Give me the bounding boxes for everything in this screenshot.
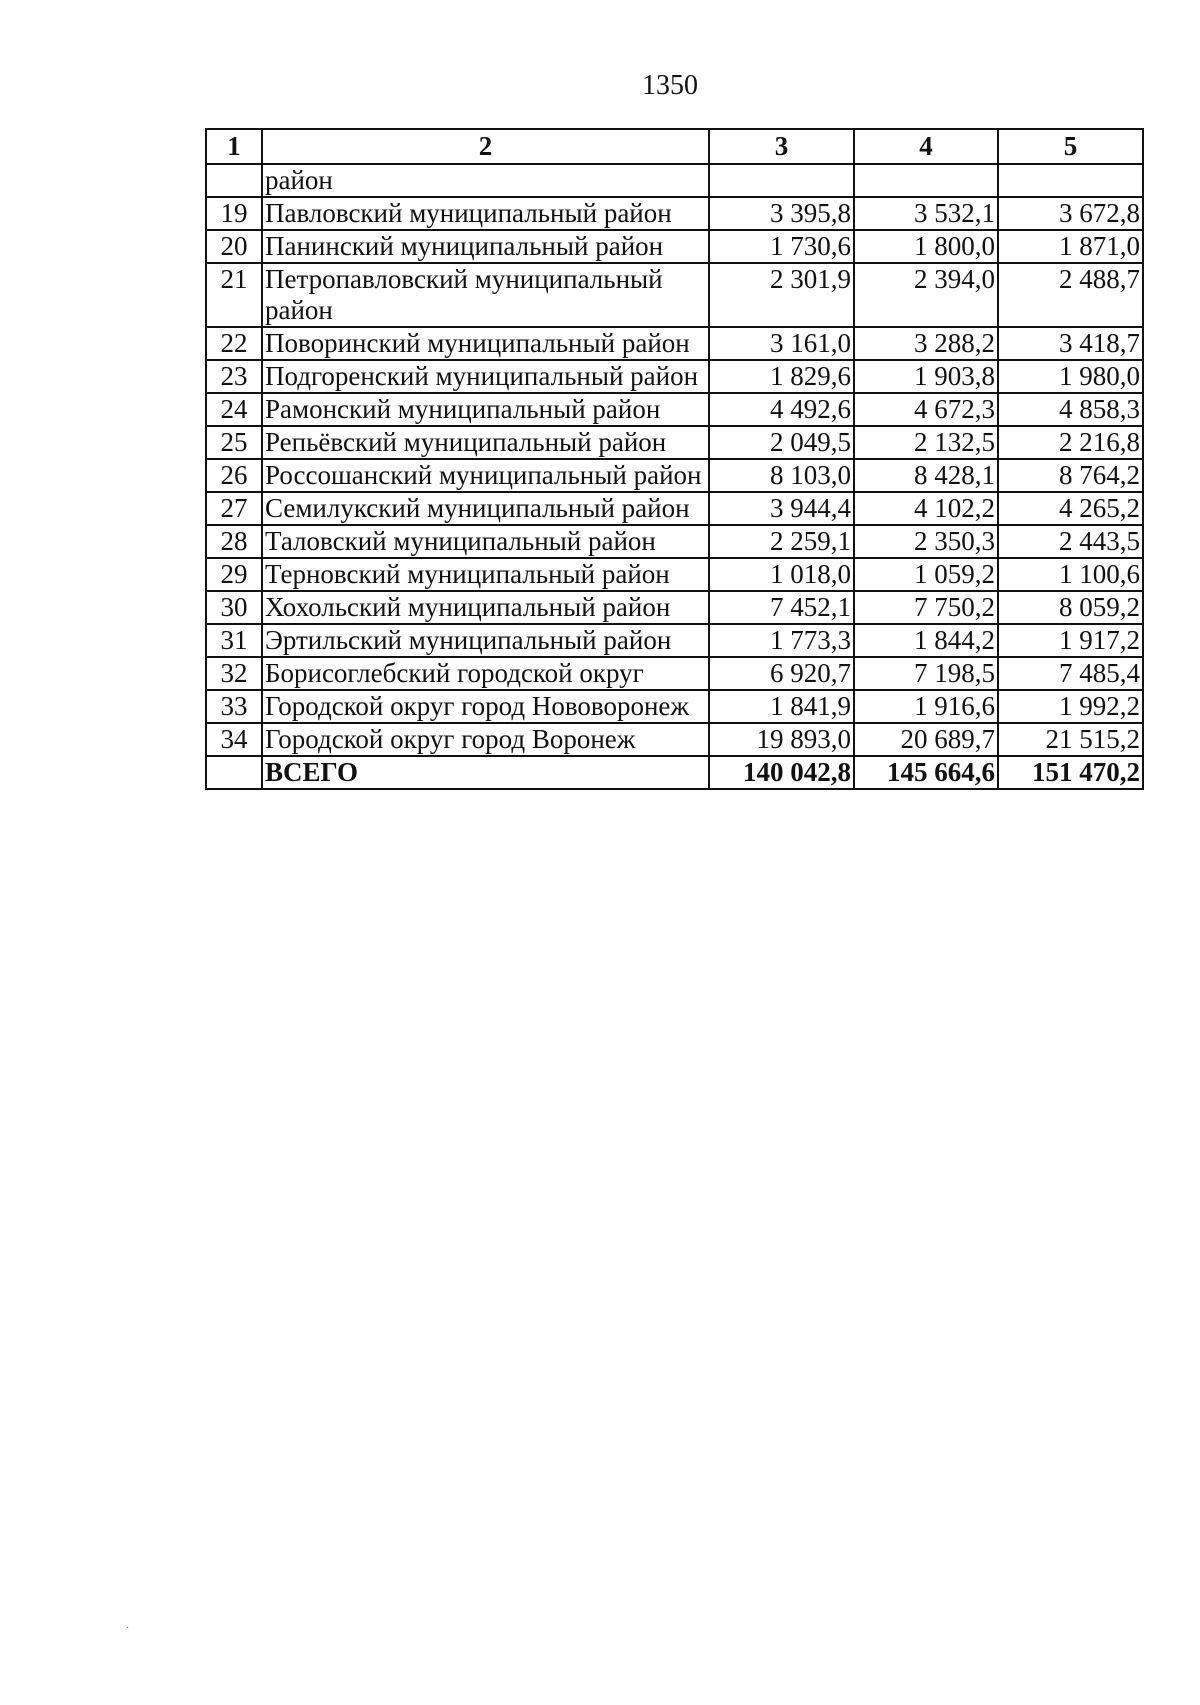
row-value-col-5: 8 059,2	[998, 591, 1143, 624]
row-name: район	[262, 164, 709, 197]
row-number: 24	[206, 393, 262, 426]
table-row	[206, 690, 1143, 723]
table-row	[206, 558, 1143, 591]
row-name: Подгоренский муниципальный район	[262, 360, 709, 393]
row-value-col-5: 2 488,7	[998, 263, 1143, 327]
total-row	[206, 756, 1143, 789]
row-value-col-5: 1 100,6	[998, 558, 1143, 591]
row-value-col-3: 1 841,9	[709, 690, 854, 723]
scan-speck-mark: ·	[126, 1623, 130, 1634]
row-number: 29	[206, 558, 262, 591]
row-value-col-5: 1 917,2	[998, 624, 1143, 657]
row-value-col-3: 1 829,6	[709, 360, 854, 393]
header-col-1: 1	[206, 129, 262, 164]
row-value-col-5: 1 980,0	[998, 360, 1143, 393]
table-row	[206, 591, 1143, 624]
row-name: Репьёвский муниципальный район	[262, 426, 709, 459]
row-name: Семилукский муниципальный район	[262, 492, 709, 525]
table-row	[206, 197, 1143, 230]
row-value-col-4: 7 750,2	[854, 591, 998, 624]
total-label: ВСЕГО	[262, 756, 709, 789]
row-value-col-4: 1 916,6	[854, 690, 998, 723]
row-name: Поворинский муниципальный район	[262, 327, 709, 360]
row-value-col-3: 3 161,0	[709, 327, 854, 360]
row-name: Городской округ город Нововоронеж	[262, 690, 709, 723]
row-value-col-3: 8 103,0	[709, 459, 854, 492]
budget-table	[205, 128, 1144, 790]
row-value-col-4	[854, 164, 998, 197]
row-number: 32	[206, 657, 262, 690]
continuation-row	[206, 164, 1143, 197]
row-name: Хохольский муниципальный район	[262, 591, 709, 624]
row-value-col-4: 8 428,1	[854, 459, 998, 492]
row-name: Рамонский муниципальный район	[262, 393, 709, 426]
row-value-col-4: 4 672,3	[854, 393, 998, 426]
row-value-col-3: 2 049,5	[709, 426, 854, 459]
row-name: Россошанский муниципальный район	[262, 459, 709, 492]
page-number: 1350	[642, 70, 698, 101]
row-value-col-4: 20 689,7	[854, 723, 998, 756]
row-value-col-4: 4 102,2	[854, 492, 998, 525]
row-value-col-5: 1 871,0	[998, 230, 1143, 263]
row-value-col-5: 7 485,4	[998, 657, 1143, 690]
row-name: Борисоглебский городской округ	[262, 657, 709, 690]
row-number: 22	[206, 327, 262, 360]
table-row	[206, 360, 1143, 393]
table-row	[206, 263, 1143, 327]
total-value-col-4: 145 664,6	[854, 756, 998, 789]
row-number: 19	[206, 197, 262, 230]
row-name: Панинский муниципальный район	[262, 230, 709, 263]
row-name: Павловский муниципальный район	[262, 197, 709, 230]
row-value-col-5	[998, 164, 1143, 197]
row-value-col-3: 4 492,6	[709, 393, 854, 426]
row-number: 27	[206, 492, 262, 525]
table-row	[206, 230, 1143, 263]
table-body	[206, 164, 1143, 756]
table-row	[206, 393, 1143, 426]
row-value-col-4: 2 132,5	[854, 426, 998, 459]
row-value-col-4: 3 288,2	[854, 327, 998, 360]
row-value-col-5: 3 672,8	[998, 197, 1143, 230]
row-value-col-3: 7 452,1	[709, 591, 854, 624]
row-value-col-4: 7 198,5	[854, 657, 998, 690]
table-row	[206, 525, 1143, 558]
table-row	[206, 657, 1143, 690]
row-value-col-4: 2 350,3	[854, 525, 998, 558]
row-value-col-3: 19 893,0	[709, 723, 854, 756]
table-row	[206, 723, 1143, 756]
row-number: 34	[206, 723, 262, 756]
table-row	[206, 459, 1143, 492]
row-number: 30	[206, 591, 262, 624]
row-value-col-4: 1 903,8	[854, 360, 998, 393]
table-row	[206, 624, 1143, 657]
total-value-col-3: 140 042,8	[709, 756, 854, 789]
row-value-col-3: 2 301,9	[709, 263, 854, 327]
row-value-col-5: 4 265,2	[998, 492, 1143, 525]
row-number: 25	[206, 426, 262, 459]
total-number	[206, 756, 262, 789]
row-name: Эртильский муниципальный район	[262, 624, 709, 657]
row-value-col-5: 1 992,2	[998, 690, 1143, 723]
row-name: Таловский муниципальный район	[262, 525, 709, 558]
row-number	[206, 164, 262, 197]
header-col-2: 2	[262, 129, 709, 164]
row-value-col-5: 2 443,5	[998, 525, 1143, 558]
row-value-col-4: 1 844,2	[854, 624, 998, 657]
table-row	[206, 492, 1143, 525]
header-col-4: 4	[854, 129, 998, 164]
row-value-col-5: 4 858,3	[998, 393, 1143, 426]
row-value-col-4: 1 059,2	[854, 558, 998, 591]
row-value-col-4: 1 800,0	[854, 230, 998, 263]
row-value-col-4: 3 532,1	[854, 197, 998, 230]
row-value-col-5: 3 418,7	[998, 327, 1143, 360]
row-name: Городской округ город Воронеж	[262, 723, 709, 756]
row-value-col-4: 2 394,0	[854, 263, 998, 327]
row-number: 33	[206, 690, 262, 723]
row-number: 28	[206, 525, 262, 558]
row-value-col-3: 1 773,3	[709, 624, 854, 657]
row-name: Терновский муниципальный район	[262, 558, 709, 591]
row-name: Петропавловский муниципальный район	[262, 263, 709, 327]
row-number: 20	[206, 230, 262, 263]
row-number: 31	[206, 624, 262, 657]
table-row	[206, 327, 1143, 360]
row-value-col-3: 2 259,1	[709, 525, 854, 558]
header-row	[206, 129, 1143, 164]
row-number: 26	[206, 459, 262, 492]
row-number: 23	[206, 360, 262, 393]
total-value-col-5: 151 470,2	[998, 756, 1143, 789]
row-number: 21	[206, 263, 262, 327]
row-value-col-3: 6 920,7	[709, 657, 854, 690]
row-value-col-3: 1 018,0	[709, 558, 854, 591]
row-value-col-3: 1 730,6	[709, 230, 854, 263]
row-value-col-3: 3 944,4	[709, 492, 854, 525]
row-value-col-5: 21 515,2	[998, 723, 1143, 756]
header-col-5: 5	[998, 129, 1143, 164]
table-row	[206, 426, 1143, 459]
header-col-3: 3	[709, 129, 854, 164]
row-value-col-5: 2 216,8	[998, 426, 1143, 459]
row-value-col-3: 3 395,8	[709, 197, 854, 230]
row-value-col-3	[709, 164, 854, 197]
row-value-col-5: 8 764,2	[998, 459, 1143, 492]
